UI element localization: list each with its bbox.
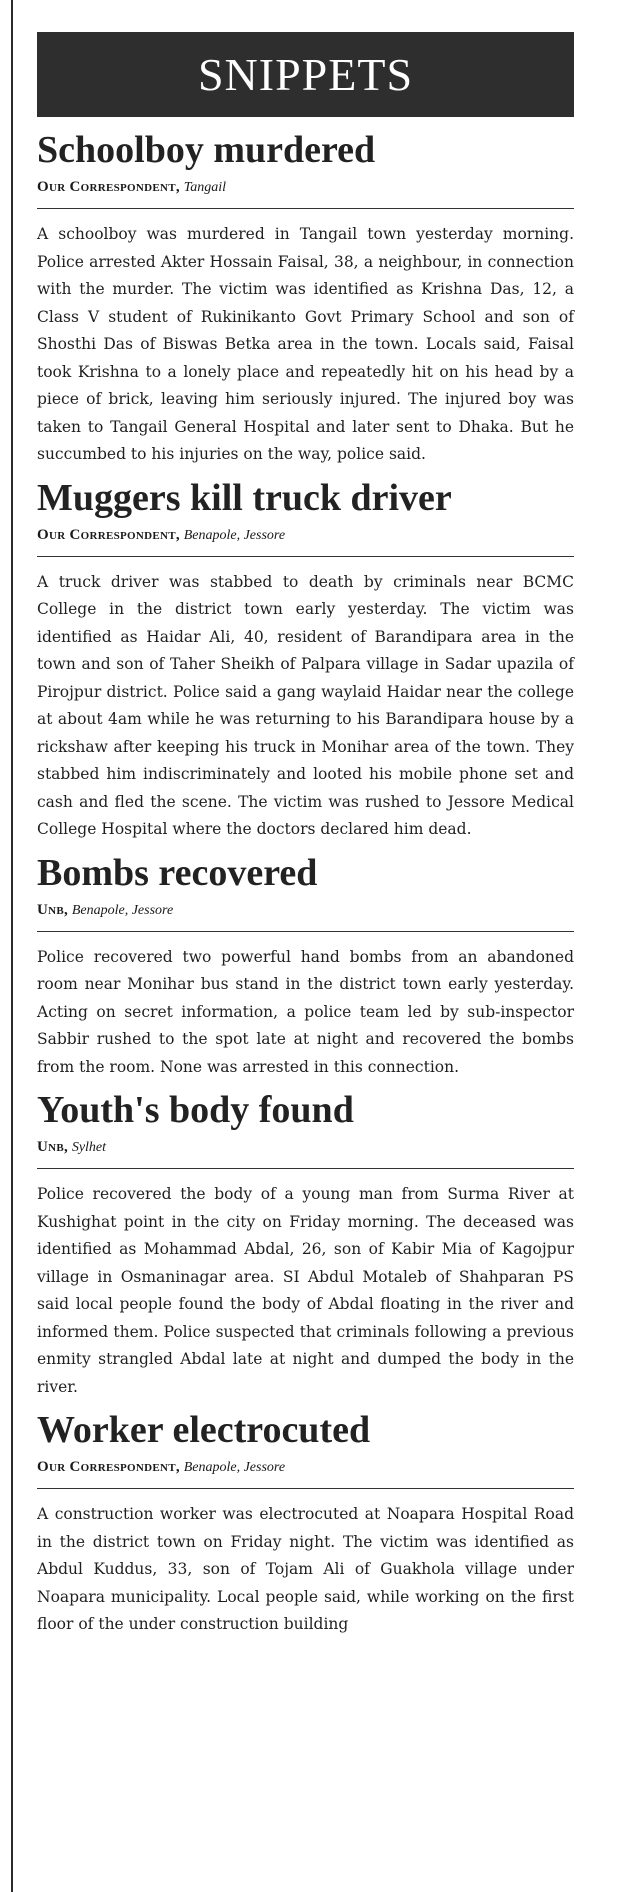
- byline-agency: Our Correspondent,: [37, 1459, 180, 1475]
- news-story: [37, 1407, 574, 1711]
- story-headline: Worker electrocuted: [37, 1409, 371, 1451]
- byline-place: Benapole, Jessore: [71, 902, 174, 918]
- news-story: [37, 850, 574, 1082]
- story-body: Police recovered two powerful hand bombs from an abandoned room near Monihar bus stand in the district town early yesterday. Acting on secret information, a police team led by sub-inspector Sabbir rushed to the spot late at night and recovered the bombs from the room. None was arrested in this connection.: [37, 947, 574, 1076]
- story-headline: Youth's body found: [37, 1089, 354, 1131]
- story-byline: [37, 900, 574, 932]
- byline-agency: Unb,: [37, 1139, 69, 1155]
- section-title: SNIPPETS: [197, 49, 414, 100]
- byline-agency: Unb,: [37, 901, 69, 918]
- story-byline: [37, 1457, 574, 1489]
- story-byline: [37, 177, 574, 209]
- story-byline: [37, 525, 574, 557]
- story-headline: Schoolboy murdered: [37, 129, 376, 171]
- byline-agency: Our Correspondent,: [37, 179, 180, 195]
- section-banner: [37, 32, 574, 117]
- news-story: [37, 1087, 574, 1401]
- story-body: A truck driver was stabbed to death by criminals near BCMC College in the district town early yesterday. The victim was identified as Haidar Ali, 40, resident of Barandipara area in the town and son of Taher Sheikh of Palpara village in Sadar upazila of Pirojpur district. Police said a gang waylaid Haidar near the college at about 4am while he was returning to his Barandipara house by a rickshaw after keeping his truck in Monihar area of the town. They stabbed him indiscriminately and looted his mobile phone set and cash and fled the scene. The victim was rushed to Jessore Medical College Hospital where the doctors declared him dead.: [37, 572, 574, 838]
- news-column: [37, 32, 574, 1717]
- story-headline: Muggers kill truck driver: [37, 476, 452, 519]
- story-headline: Bombs recovered: [37, 851, 318, 894]
- column-rule: [11, 0, 13, 1892]
- byline-place: Tangail: [183, 180, 226, 195]
- story-body: A construction worker was electrocuted at Noapara Hospital Road in the district town on Friday night. The victim was identified as Abdul Kuddus, 33, son of Tojam Ali of Guakhola village under Noapara municipality. Local people said, while working on the first floor of the under construction building: [37, 1505, 574, 1633]
- byline-place: Sylhet: [71, 1140, 107, 1155]
- byline-place: Benapole, Jessore: [183, 527, 286, 543]
- story-byline: [37, 1137, 574, 1169]
- story-body: Police recovered the body of a young man from Surma River at Kushighat point in the city on Friday morning. The deceased was identified as Mohammad Abdal, 26, son of Kabir Mia of Kagojpur village in Osmaninagar area. SI Abdul Motaleb of Shahparan PS said local people found the body of Abdal floating in the river and informed them. Police suspected that criminals following a previous enmity strangled Abdal late at night and dumped the body in the river.: [37, 1185, 574, 1396]
- news-story: [37, 475, 574, 844]
- byline-place: Benapole, Jessore: [183, 1460, 286, 1475]
- byline-agency: Our Correspondent,: [37, 526, 180, 543]
- story-body: A schoolboy was murdered in Tangail town yesterday morning. Police arrested Akter Hossain Faisal, 38, a neighbour, in connection with the murder. The victim was identified as Krishna Das, 12, a Class V student of Rukinikanto Govt Primary School and son of Shosthi Das of Biswas Betka area in the town. Locals said, Faisal took Krishna to a lonely place and repeatedly hit on his head by a piece of brick, leaving him seriously injured. The injured boy was taken to Tangail General Hospital and later sent to Dhaka. But he succumbed to his injuries on the way, police said.: [37, 225, 574, 463]
- news-story: [37, 127, 574, 469]
